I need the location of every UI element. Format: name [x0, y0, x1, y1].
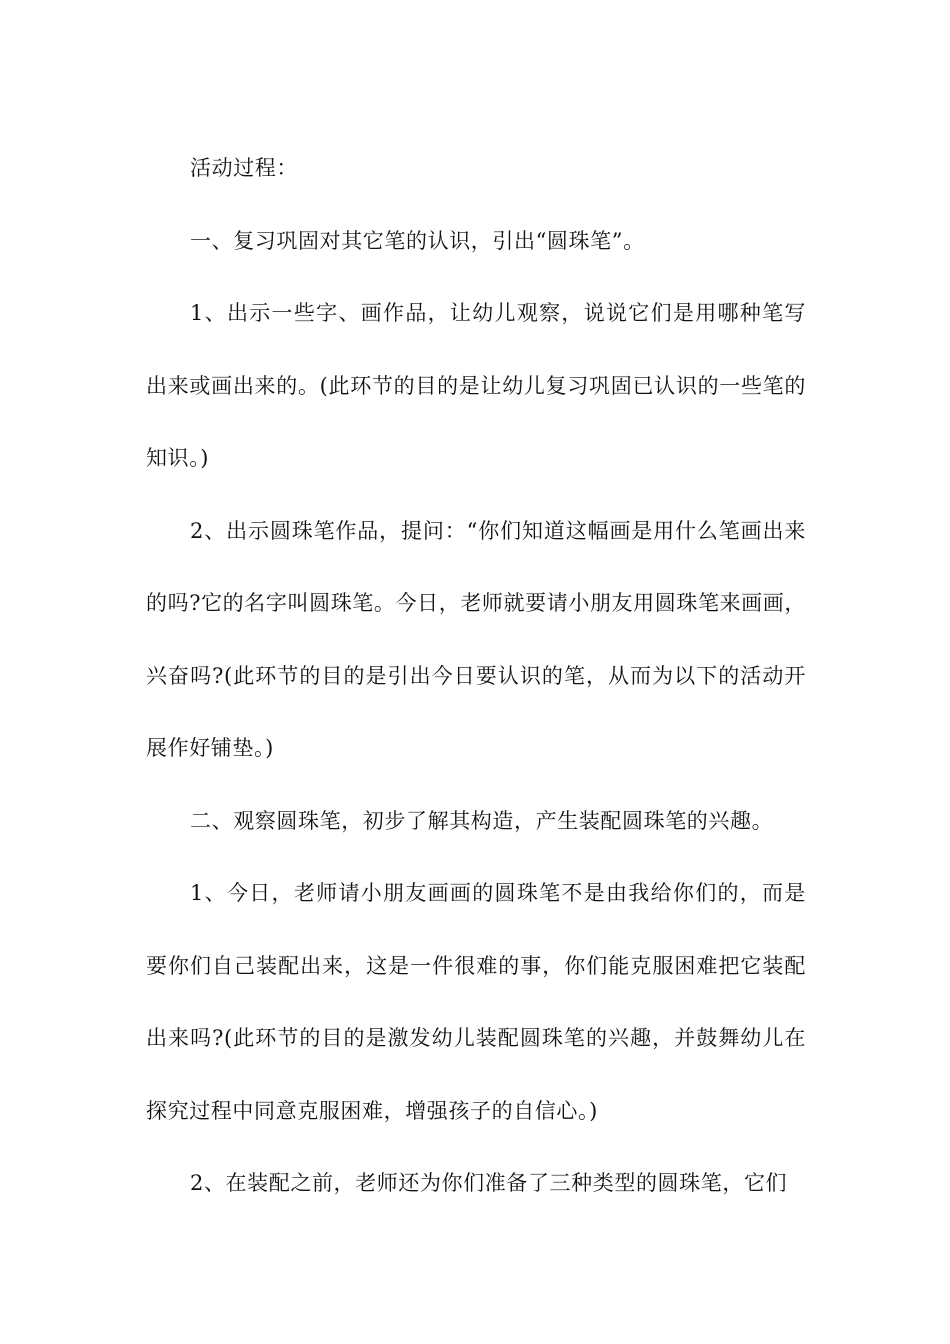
paragraph-section-one-heading: 一、复习巩固对其它笔的认识，引出“圆珠笔”。 [190, 228, 645, 253]
paragraph-activity-process-heading: 活动过程： [190, 156, 298, 180]
document-body [146, 132, 806, 1220]
paragraph-step-1-2: 2、出示圆珠笔作品，提问：“你们知道这幅画是用什么笔画出来的吗?它的名字叫圆珠笔。今日，老师就要请小朋友用圆珠笔来画画，兴奋吗?(此环节的目的是引出今日要认识的笔，从而为以下的活动开展作好铺垫。) [146, 518, 806, 760]
paragraph-step-1-1: 1、出示一些字、画作品，让幼儿观察，说说它们是用哪种笔写出来或画出来的。(此环节的目的是让幼儿复习巩固已认识的一些笔的知识。) [146, 301, 806, 470]
paragraph-section-two-heading: 二、观察圆珠笔，初步了解其构造，产生装配圆珠笔的兴趣。 [190, 808, 774, 833]
paragraph-step-2-2: 2、在装配之前，老师还为你们准备了三种类型的圆珠笔，它们 [190, 1171, 788, 1195]
paragraph-step-2-1: 1、今日，老师请小朋友画画的圆珠笔不是由我给你们的，而是要你们自己装配出来，这是一件很难的事，你们能克服困难把它装配出来吗?(此环节的目的是激发幼儿装配圆珠笔的兴趣，并鼓舞幼儿在探究过程中同意克服困难，增强孩子的自信心。) [146, 881, 806, 1123]
